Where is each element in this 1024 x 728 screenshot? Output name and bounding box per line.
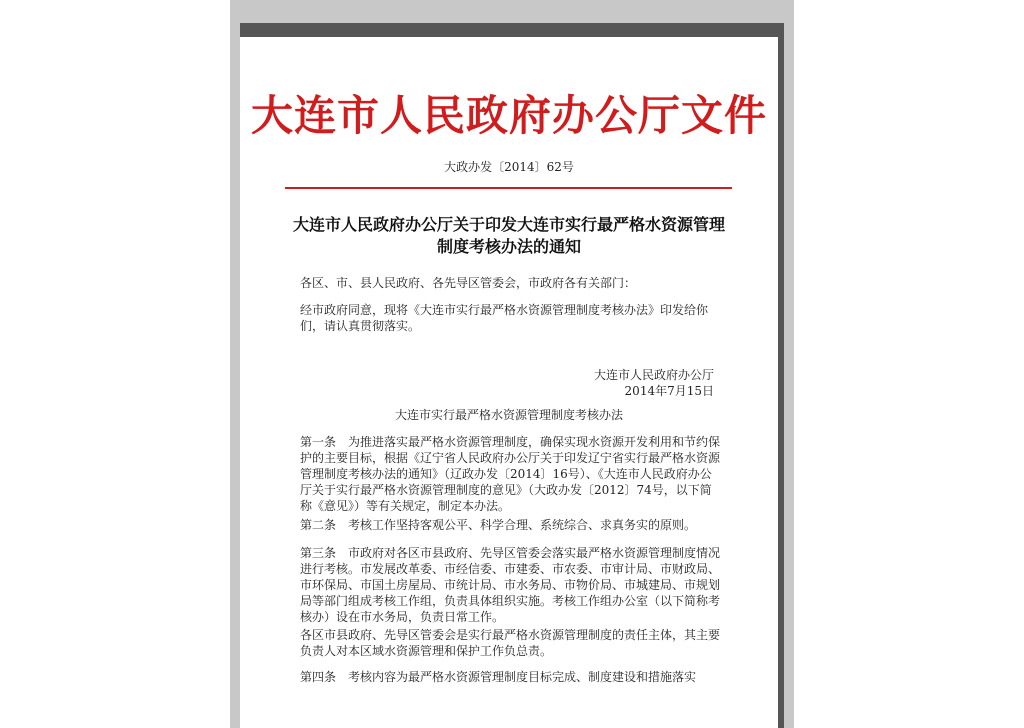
article-4: 第四条 考核内容为最严格水资源管理制度目标完成、制度建设和措施落实 [300, 670, 697, 684]
issue-date: 2014年7月15日 [624, 384, 714, 398]
notice-title-line-2: 制度考核办法的通知 [436, 237, 581, 256]
document-page [240, 37, 778, 728]
issuer: 大连市人民政府办公厅 [593, 368, 714, 382]
page-right-edge [778, 23, 784, 728]
addressee: 各区、市、县人民政府、各先导区管委会，市政府各有关部门： [300, 276, 637, 290]
measures-title: 大连市实行最严格水资源管理制度考核办法 [394, 408, 623, 422]
page-top-edge [240, 23, 784, 37]
document-number: 大政办发〔2014〕62号 [444, 160, 574, 174]
article-2: 第二条 考核工作坚持客观公平、科学合理、系统综合、求真务实的原则。 [300, 518, 697, 532]
notice-title-line-1: 大连市人民政府办公厅关于印发大连市实行最严格水资源管理 [292, 215, 725, 234]
article-3-continued: 各区市县政府、先导区管委会是实行最严格水资源管理制度的责任主体，其主要负责人对本区域水资源管理和保护工作负总责。 [300, 628, 721, 658]
article-3: 第三条 市政府对各区市县政府、先导区管委会落实最严格水资源管理制度情况进行考核。市发展改革委、市经信委、市建委、市农委、市审计局、市财政局、市环保局、市国土房屋局、市统计局、市水务局、市物价局、市城建局、市规划局等部门组成考核工作组，负责具体组织实施。考核工作组办公室（以下简称考核办）设在市水务局，负责日常工作。 [300, 546, 721, 624]
notice-title [270, 214, 748, 258]
red-divider [285, 187, 732, 189]
document-header-title: 大连市人民政府办公厅文件 [250, 91, 767, 140]
body-paragraph: 经市政府同意，现将《大连市实行最严格水资源管理制度考核办法》印发给你们，请认真贯彻落实。 [300, 303, 709, 333]
article-1: 第一条 为推进落实最严格水资源管理制度，确保实现水资源开发利用和节约保护的主要目标，根据《辽宁省人民政府办公厅关于印发辽宁省实行最严格水资源管理制度考核办法的通知》（辽政办发〔2014〕16号）、《大连市人民政府办公厅关于实行最严格水资源管理制度的意见》（大政办发〔2012〕74号，以下简称《意见》）等有关规定，制定本办法。 [300, 435, 721, 513]
